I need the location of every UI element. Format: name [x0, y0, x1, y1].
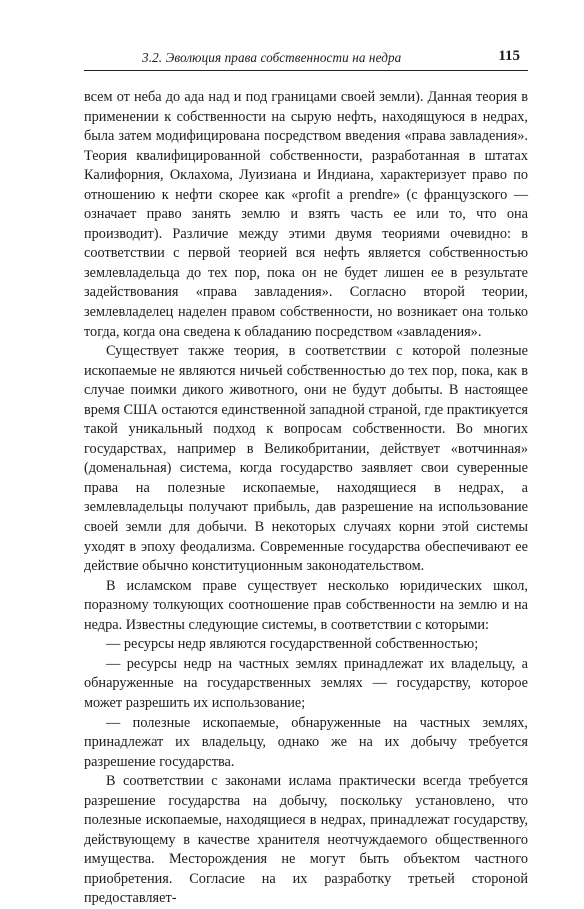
running-title: 3.2. Эволюция права собственности на недра — [142, 50, 402, 65]
paragraph: В исламском праве существует несколько юридических школ, поразному толкующих соотношение прав собственности на землю и на недра. Известны следующие системы, в соответствии с которыми: — [84, 577, 528, 633]
paragraph: всем от неба до ада над и под границами своей земли). Данная теория в применении к собственности на сырую нефть, находящуюся в недрах, была затем модифицирована посредством введения «права завладения». Теория квалифицированной собственности, разработанная в штатах Калифорния, Оклахома, Луизиана и Индиана, характеризует право по отношению к нефти скорее как «profit a prendre» (с французского — означает право занять землю и взять часть ее или то, что она производит). Различие между этими двумя теориями очевидно: в соответствии с первой теорией вся нефть является собственностью землевладельца до тех пор, пока он не будет лишен ее в результате задействования «права завладения». Согласно второй теории, землевладелец наделен правом собственности, но возникает она только тогда, когда она сведена к обладанию посредством «завладения». — [84, 89, 528, 340]
paragraph: В соответствии с законами ислама практически всегда требуется разрешение государства на добычу, поскольку установлено, что полезные ископаемые, находящиеся в недрах, принадлежат государству, действующему в качестве хранителя неотчуждаемого общественного имущества. Месторождения не могут быть объектом частного приобретения. Согласие на их разработку третьей стороной предоставляет- — [84, 773, 528, 907]
paragraph: Существует также теория, в соответствии с которой полезные ископаемые не являются ничьей собственностью до тех пор, пока, как в случае поимки дикого животного, они не будут добыты. В настоящее время США остаются единственной западной страной, где практикуется такой уникальный подход к вопросам собственности. Во многих государствах, например в Великобритании, действует «вотчинная» (доменальная) система, когда государство заявляет свои суверенные права на полезные ископаемые, находящиеся в недрах, а землевладельцы получают прибыль, дав разрешение на использование своей земли для добычи. В некоторых случаях корни этой системы уходят в эпоху феодализма. Современные государства обеспечивают ее действие обычно конституционным законодательством. — [84, 343, 528, 575]
body-text — [84, 88, 528, 909]
list-item: — полезные ископаемые, обнаруженные на частных землях, принадлежат их владельцу, однако же на их добычу требуется разрешение государства. — [84, 714, 528, 770]
list-item: — ресурсы недр на частных землях принадлежат их владельцу, а обнаруженные на государственных землях — государству, которое может разрешить их использование; — [84, 655, 528, 711]
page-number: 115 — [498, 48, 520, 64]
running-header — [84, 48, 528, 71]
list-item: — ресурсы недр являются государственной собственностью; — [106, 636, 479, 653]
